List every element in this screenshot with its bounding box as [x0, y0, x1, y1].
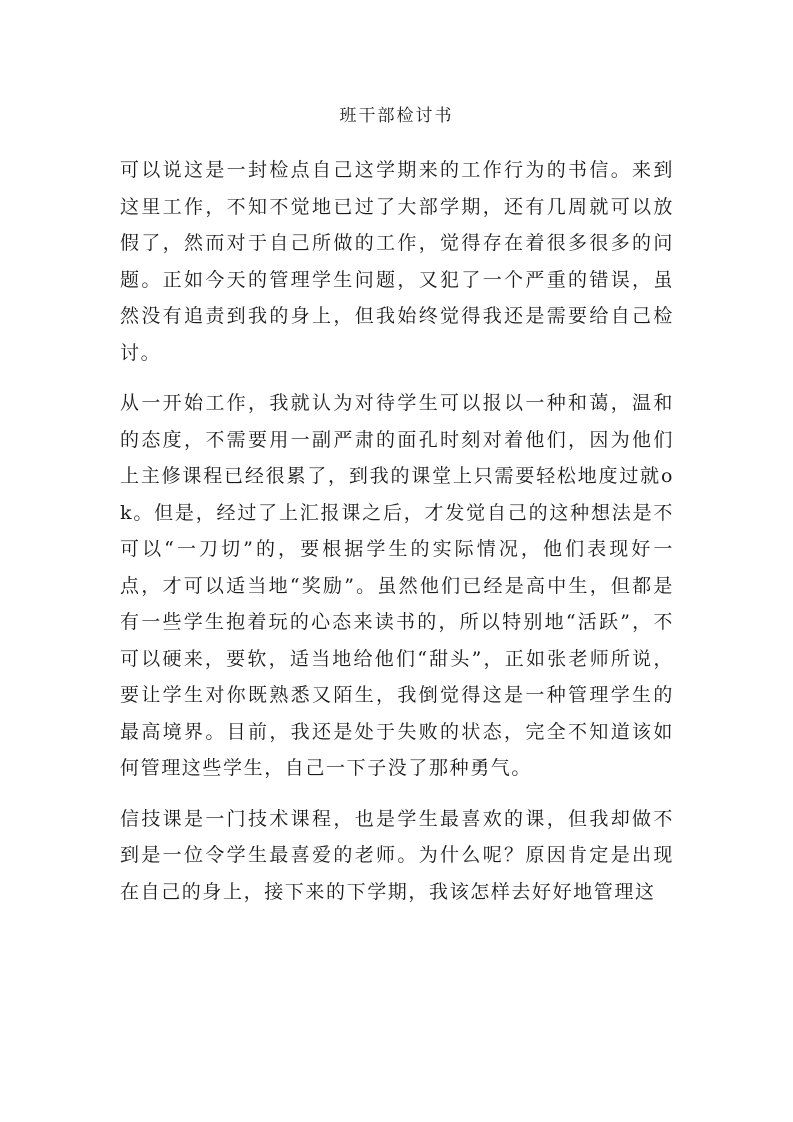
- document-body: [120, 152, 674, 924]
- paragraph-3: 信技课是一门技术课程，也是学生最喜欢的课，但我却做不到是一位令学生最喜爱的老师。为什么呢？原因肯定是出现在自己的身上，接下来的下学期，我该怎样去好好地管理这: [120, 807, 674, 903]
- paragraph-2: 从一开始工作，我就认为对待学生可以报以一种和蔼，温和的态度，不需要用一副严肃的面孔时刻对着他们，因为他们上主修课程已经很累了，到我的课堂上只需要轻松地度过就ok。但是，经过了上汇报课之后，才发觉自己的这种想法是不可以“一刀切”的，要根据学生的实际情况，他们表现好一点，才可以适当地“奖励”。虽然他们已经是高中生，但都是有一些学生抱着玩的心态来读书的，所以特别地“活跃”，不可以硬来，要软，适当地给他们“甜头”，正如张老师所说，要让学生对你既熟悉又陌生，我倒觉得这是一种管理学生的最高境界。目前，我还是处于失败的状态，完全不知道该如何管理这些学生，自己一下子没了那种勇气。: [120, 392, 674, 779]
- paragraph-1: 可以说这是一封检点自己这学期来的工作行为的书信。来到这里工作，不知不觉地已过了大部学期，还有几周就可以放假了，然而对于自己所做的工作，觉得存在着很多很多的问题。正如今天的管理学生问题，又犯了一个严重的错误，虽然没有追责到我的身上，但我始终觉得我还是需要给自己检讨。: [120, 159, 674, 364]
- document-title: 班干部检讨书: [339, 106, 454, 126]
